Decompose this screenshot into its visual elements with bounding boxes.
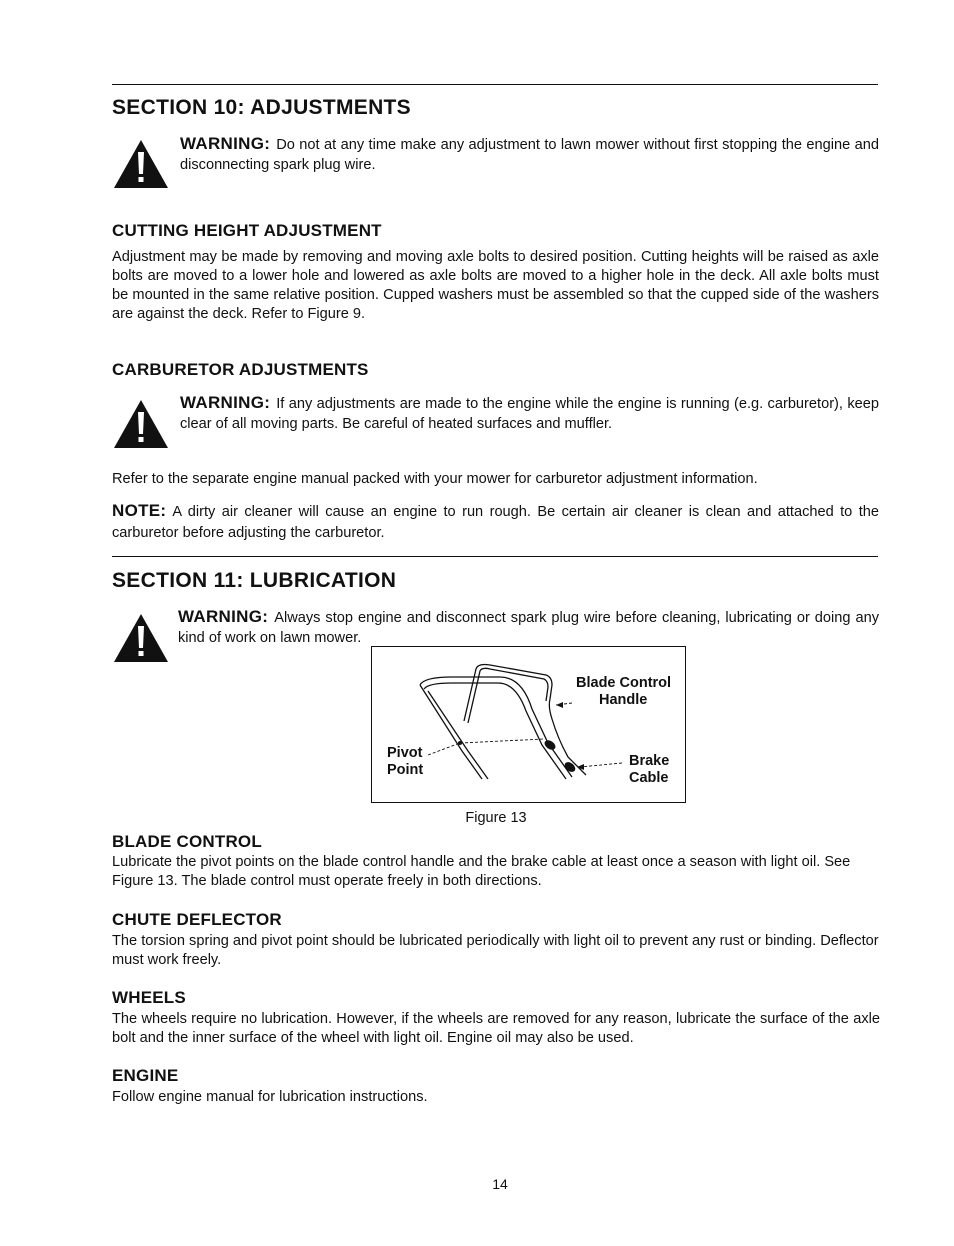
label-brake-cable (629, 753, 669, 787)
blade-control-text: Lubricate the pivot points on the blade control handle and the brake cable at least once a season with light oil. See Figure 13. The blade control must operate freely in both directions. (112, 854, 851, 889)
label-pivot-line2: Point (387, 762, 424, 778)
label-pivot-point (387, 745, 423, 779)
warning-label: WARNING: (180, 393, 271, 412)
carburetor-note (112, 500, 879, 544)
section-10-rule (112, 84, 878, 85)
section-10-title: SECTION 10: ADJUSTMENTS (112, 96, 411, 119)
section-11-title: SECTION 11: LUBRICATION (112, 569, 397, 592)
engine-heading: ENGINE (112, 1066, 179, 1085)
engine-text: Follow engine manual for lubrication instructions. (112, 1089, 428, 1105)
blade-control-heading: BLADE CONTROL (112, 832, 262, 851)
carburetor-text: Refer to the separate engine manual packed with your mower for carburetor adjustment information. (112, 471, 758, 487)
figure-13 (371, 646, 686, 803)
warning-adjustments (180, 134, 879, 175)
warning-text: Do not at any time make any adjustment to lawn mower without first stopping the engine and disconnecting spark plug wire. (180, 137, 879, 173)
chute-deflector-text: The torsion spring and pivot point should be lubricated periodically with light oil to prevent any rust or binding. Deflector must work freely. (112, 933, 879, 968)
carburetor-heading: CARBURETOR ADJUSTMENTS (112, 360, 369, 379)
note-text: A dirty air cleaner will cause an engine to run rough. Be certain air cleaner is clean and attached to the carburetor before adjusting the carburetor. (112, 504, 879, 541)
chute-deflector-heading: CHUTE DEFLECTOR (112, 910, 282, 929)
label-blade-control-line1: Blade Control (576, 675, 672, 691)
wheels-text: The wheels require no lubrication. However, if the wheels are removed for any reason, lubricate the surface of the axle bolt and the inner surface of the wheel with light oil. Engine oil may also be used. (112, 1011, 880, 1046)
label-brake-line2: Cable (629, 770, 669, 786)
warning-text: Always stop engine and disconnect spark plug wire before cleaning, lubricating or doing any kind of work on lawn mower. (178, 610, 879, 646)
warning-carburetor (180, 393, 879, 434)
section-11-rule (112, 556, 878, 557)
warning-text: If any adjustments are made to the engine while the engine is running (e.g. carburetor), keep clear of all moving parts. Be careful of heated surfaces and muffler. (180, 396, 879, 432)
label-blade-control (576, 675, 671, 709)
warning-triangle-icon (112, 612, 170, 664)
wheels-heading: WHEELS (112, 988, 186, 1007)
cutting-height-text: Adjustment may be made by removing and moving axle bolts to desired position. Cutting heights will be raised as axle bolts are moved to a lower hole and lowered as axle bolts are moved to a higher hole in the deck. All axle bolts must be mounted in the same relative position. Cupped washers must be assembled so that the cupped side of the washers are against the deck. Refer to Figure 9. (112, 249, 879, 322)
warning-triangle-icon (112, 398, 170, 450)
note-label: NOTE: (112, 501, 167, 520)
page-number: 14 (492, 1176, 508, 1192)
label-pivot-line1: Pivot (387, 745, 423, 761)
figure-caption: Figure 13 (465, 810, 527, 826)
warning-label: WARNING: (180, 134, 271, 153)
label-brake-line1: Brake (629, 753, 670, 769)
warning-triangle-icon (112, 138, 170, 190)
warning-label: WARNING: (178, 607, 269, 626)
cutting-height-heading: CUTTING HEIGHT ADJUSTMENT (112, 221, 382, 240)
warning-lubrication (178, 607, 879, 648)
label-blade-control-line2: Handle (599, 692, 648, 708)
